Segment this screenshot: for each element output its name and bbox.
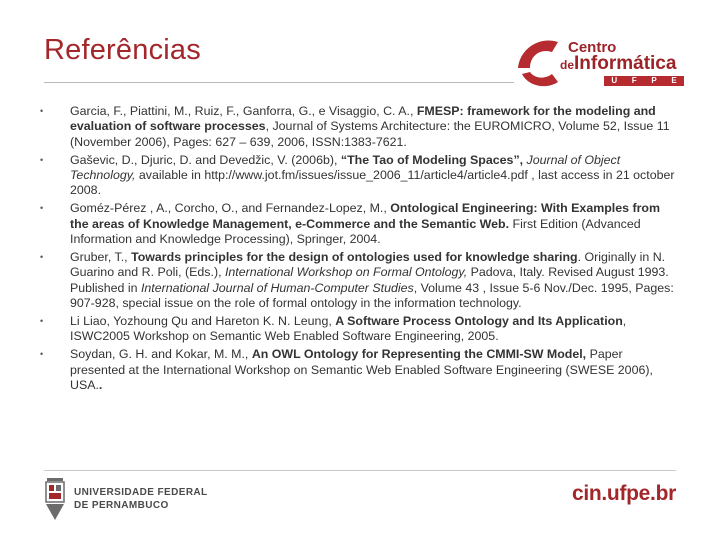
bullet-icon: •: [40, 316, 44, 327]
reference-text: Gaševic, D., Djuric, D. and Devedžic, V. (2006b),: [70, 152, 341, 167]
bullet-icon: •: [40, 154, 44, 165]
reference-text: , Journal of Systems Architecture: the EUROMICRO, Volume 52, Issue 11 (November 2006), Pages: 627 – 639, 2006, ISSN:1383-7621.: [70, 119, 670, 149]
logo-letter: F: [631, 76, 637, 85]
logo-letter: U: [611, 76, 618, 85]
reference-text: Goméz-Pérez , A., Corcho, O., and Fernandez-Lopez, M.,: [70, 201, 391, 216]
reference-text: Soydan, G. H. and Kokar, M. M.,: [70, 347, 252, 362]
slide-title: Referências: [44, 34, 201, 66]
reference-text: First Edition (Advanced Information and Knowledge Processing), Springer, 2004.: [70, 216, 641, 246]
logo-letter: P: [651, 76, 657, 85]
reference-text: Paper presented at the International Workshop on Semantic Web Enabled Software Engineering (SWESE 2006), USA.: [70, 347, 653, 393]
reference-title-text: A Software Process Ontology and Its Application: [335, 314, 623, 329]
reference-title-text: “The Tao of Modeling Spaces”,: [340, 152, 527, 167]
reference-text: Gruber, T.,: [70, 250, 132, 265]
reference-text: Garcia, F., Piattini, M., Ruiz, F., Ganforra, G., e Visaggio, C. A.,: [70, 104, 417, 118]
reference-text: Li Liao, Yozhoung Qu and Hareton K. N. Leung,: [70, 314, 336, 329]
logo-letters: [604, 76, 684, 86]
logo-letter: E: [671, 76, 677, 85]
reference-text: . Originally in N. Guarino and R. Poli, (Eds.),: [70, 250, 666, 280]
site-url: cin.ufpe.br: [571, 482, 676, 505]
reference-text: available in http://www.jot.fm/issues/issue_2006_11/article4/article4.pdf , last access in 21 october 2008.: [70, 167, 675, 198]
reference-item: [40, 104, 676, 150]
university-line-2: DE PERNAMBUCO: [74, 500, 169, 511]
logo-line-2-main: Informática: [574, 53, 677, 74]
reference-title-text: Towards principles for the design of ontologies used for knowledge sharing: [131, 250, 578, 265]
reference-title-text: An OWL Ontology for Representing the CMMI-SW Model,: [251, 347, 587, 362]
footer-divider: [44, 470, 676, 471]
reference-text: , Volume 43 , Issue 5-6 Nov./Dec. 1995, Pages: 907-928, special issue on the role of formal ontology in the information technology.: [70, 280, 674, 310]
reference-title-text: .: [98, 378, 103, 393]
university-line-1: UNIVERSIDADE FEDERAL: [74, 487, 208, 498]
logo-line-2: [560, 54, 676, 75]
bullet-icon: •: [40, 349, 44, 360]
reference-item: [40, 314, 676, 345]
university-name: [74, 486, 208, 512]
reference-item: [40, 250, 676, 311]
reference-title-text: Ontological Engineering: With Examples from the areas of Knowledge Management, e-Commerce and the Semantic Web.: [70, 201, 660, 231]
bullet-icon: •: [40, 252, 44, 263]
reference-list: [40, 104, 676, 396]
reference-item: [40, 153, 676, 199]
ufpe-crest-icon: [44, 476, 66, 522]
reference-title-text: FMESP: framework for the modeling and evaluation of software processes: [70, 104, 656, 134]
reference-item: [40, 347, 676, 393]
bullet-icon: •: [40, 106, 44, 116]
reference-item: [40, 201, 676, 247]
reference-text: Padova, Italy. Revised August 1993. Published in: [70, 265, 669, 295]
centro-de-informatica-logo: [514, 34, 686, 90]
reference-venue-text: International Workshop on Formal Ontology,: [224, 265, 468, 280]
bullet-icon: •: [40, 203, 44, 214]
logo-line-1: Centro: [568, 39, 617, 56]
reference-venue-text: Journal of Object Technology,: [70, 152, 621, 182]
reference-venue-text: International Journal of Human-Computer Studies: [140, 280, 414, 295]
title-divider: [44, 82, 514, 83]
logo-line-2-prefix: de: [560, 58, 575, 72]
reference-text: , ISWC2005 Workshop on Semantic Web Enabled Software Engineering, 2005.: [70, 314, 627, 344]
